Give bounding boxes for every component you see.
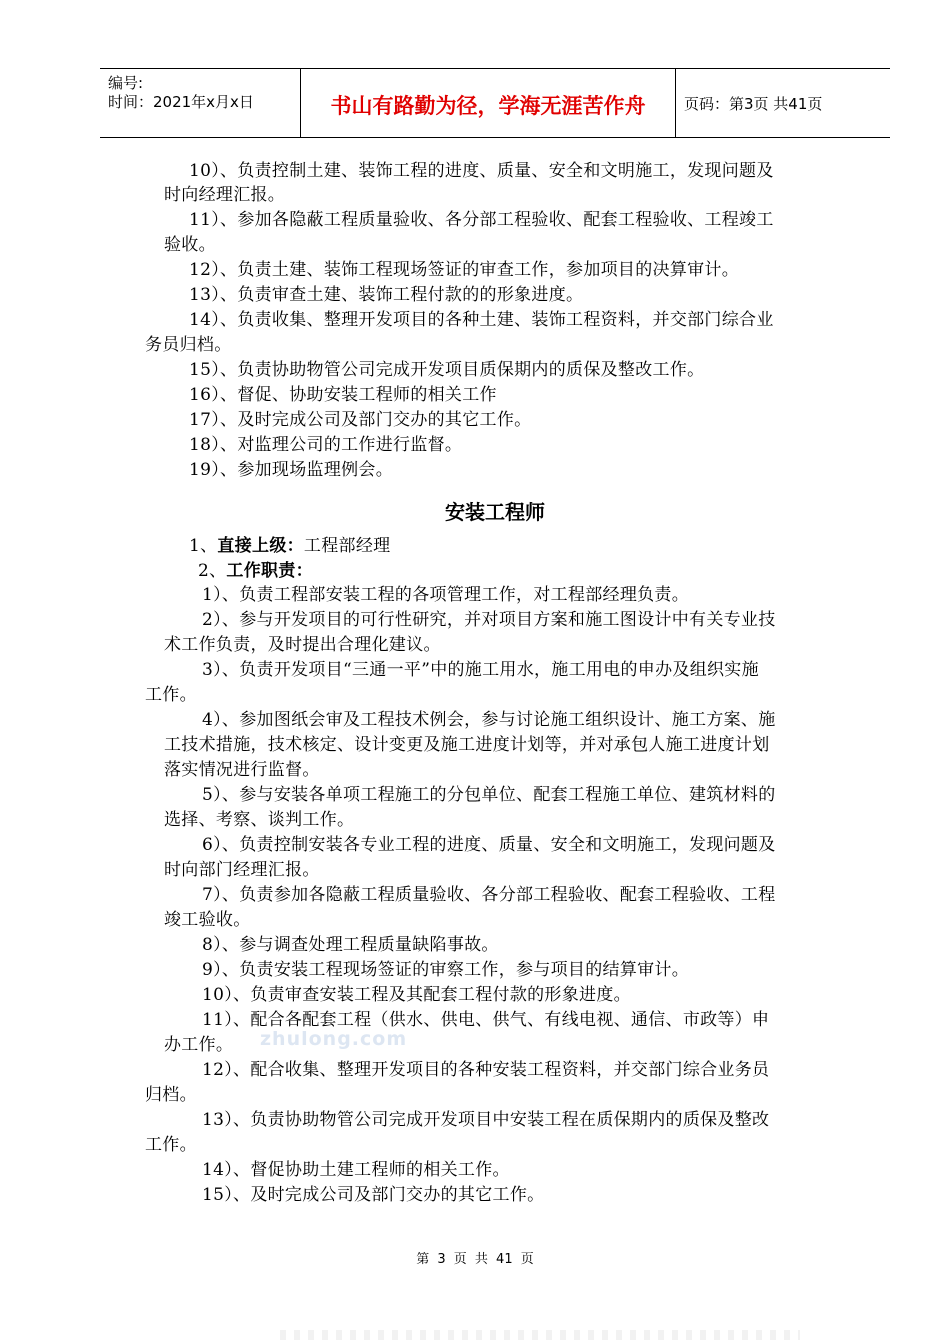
body-line: 12）、配合收集、整理开发项目的各种安装工程资料，并交部门综合业务员: [202, 1060, 770, 1080]
body-line: 14）、督促协助土建工程师的相关工作。: [202, 1160, 510, 1180]
page-header: [100, 68, 890, 138]
body-line: 13）、负责审查土建、装饰工程付款的的形象进度。: [189, 285, 584, 305]
body-line: 11）、参加各隐蔽工程质量验收、各分部工程验收、配套工程验收、工程竣工: [189, 210, 774, 230]
body-line: 2）、参与开发项目的可行性研究，并对项目方案和施工图设计中有关专业技: [202, 610, 776, 630]
body-line: 工作。: [145, 1135, 197, 1155]
header-motto-cell: [301, 69, 676, 137]
body-line: 15）、负责协助物管公司完成开发项目质保期内的质保及整改工作。: [189, 360, 705, 380]
body-line: 6）、负责控制安装各专业工程的进度、质量、安全和文明施工，发现问题及: [202, 835, 776, 855]
body-line: 时向经理汇报。: [164, 185, 286, 205]
duties-label: 工作职责：: [226, 561, 313, 581]
body-line: 竣工验收。: [164, 910, 251, 930]
duties-heading: [198, 560, 313, 582]
body-line: 术工作负责，及时提出合理化建议。: [164, 635, 441, 655]
header-page-cell: [676, 69, 890, 137]
duties-number: 2、: [198, 561, 227, 581]
body-line: 工技术措施，技术核定、设计变更及施工进度计划等，并对承包人施工进度计划: [164, 735, 770, 755]
body-line: 1）、负责工程部安装工程的各项管理工作，对工程部经理负责。: [202, 585, 690, 605]
bottom-faint-strip: [280, 1330, 800, 1340]
body-line: 10）、负责控制土建、装饰工程的进度、质量、安全和文明施工，发现问题及: [189, 161, 774, 181]
body-line: 4）、参加图纸会审及工程技术例会，参与讨论施工组织设计、施工方案、施: [202, 710, 776, 730]
body-line: 14）、负责收集、整理开发项目的各种土建、装饰工程资料，并交部门综合业: [189, 310, 774, 330]
body-line: 13）、负责协助物管公司完成开发项目中安装工程在质保期内的质保及整改: [202, 1110, 770, 1130]
section-title: 安装工程师: [445, 500, 545, 524]
document-code-label: 编号:: [108, 74, 144, 92]
page-footer: 第 3 页 共 41 页: [416, 1252, 534, 1267]
body-line: 3）、负责开发项目“三通一平”中的施工用水，施工用电的申办及组织实施: [202, 660, 759, 680]
superior-number: 1、: [189, 536, 218, 556]
body-line: 15）、及时完成公司及部门交办的其它工作。: [202, 1185, 545, 1205]
body-line: 8）、参与调查处理工程质量缺陷事故。: [202, 935, 499, 955]
superior-label: 直接上级：: [217, 536, 304, 556]
body-line: 12）、负责土建、装饰工程现场签证的审查工作，参加项目的决算审计。: [189, 260, 740, 280]
body-line: 落实情况进行监督。: [164, 760, 320, 780]
superior-line: [189, 535, 390, 557]
watermark: zhulong.com: [260, 1028, 408, 1050]
body-line: 务员归档。: [145, 335, 232, 355]
body-line: 17）、及时完成公司及部门交办的其它工作。: [189, 410, 532, 430]
body-line: 验收。: [164, 235, 216, 255]
body-line: 18）、对监理公司的工作进行监督。: [189, 435, 463, 455]
document-date-label: 时间：2021年x月x日: [108, 93, 254, 111]
body-line: 选择、考察、谈判工作。: [164, 810, 355, 830]
body-line: 工作。: [145, 685, 197, 705]
superior-value: 工程部经理: [303, 536, 391, 556]
body-line: 7）、负责参加各隐蔽工程质量验收、各分部工程验收、配套工程验收、工程: [202, 885, 776, 905]
body-line: 16）、督促、协助安装工程师的相关工作: [189, 385, 497, 405]
header-page-number: 页码：第3页 共41页: [684, 95, 823, 113]
body-line: 时向部门经理汇报。: [164, 860, 320, 880]
body-line: 9）、负责安装工程现场签证的审察工作，参与项目的结算审计。: [202, 960, 690, 980]
body-line: 11）、配合各配套工程（供水、供电、供气、有线电视、通信、市政等）申: [202, 1010, 770, 1030]
header-meta-cell: [100, 69, 301, 137]
body-line: 19）、参加现场监理例会。: [189, 460, 394, 480]
body-line: 归档。: [145, 1085, 197, 1105]
header-motto: 书山有路勤为径，学海无涯苦作舟: [330, 94, 646, 118]
body-line: 5）、参与安装各单项工程施工的分包单位、配套工程施工单位、建筑材料的: [202, 785, 776, 805]
body-line: 办工作。: [164, 1035, 234, 1055]
body-line: 10）、负责审查安装工程及其配套工程付款的形象进度。: [202, 985, 631, 1005]
